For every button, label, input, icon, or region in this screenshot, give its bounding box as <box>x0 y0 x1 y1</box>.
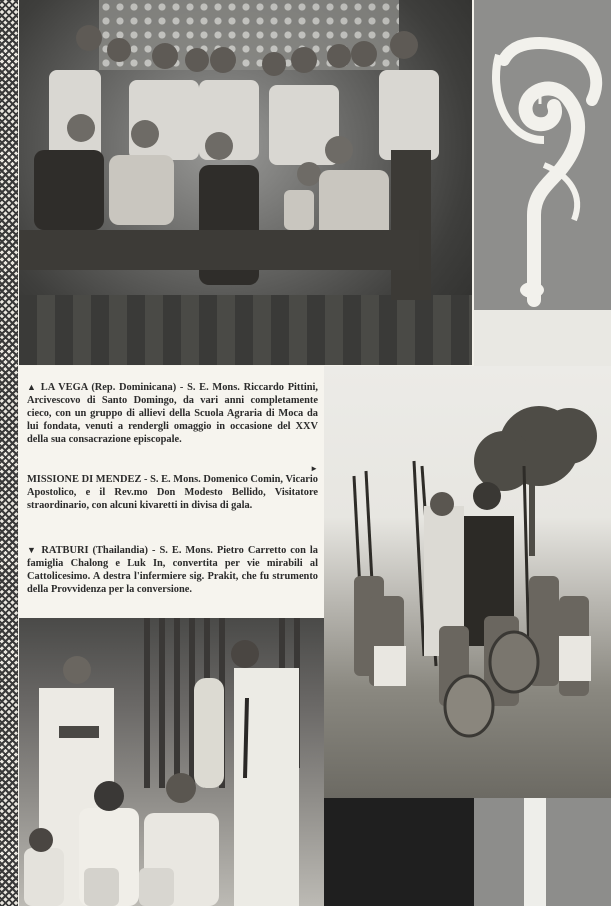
gray-swatch-left <box>474 798 524 906</box>
arrow-up-icon: ▲ <box>27 382 38 392</box>
caption-place: RATBURI (Thailandia) <box>41 545 148 556</box>
arrow-right-icon: ► <box>310 464 318 473</box>
caption-text: - S. E. Mons. Riccardo Pittini, Arcivescovo di Santo Domingo, da vari anni completamente cieco, con un gruppo di allievi della Scuola Agraria di Moca da lui fondata, venuti a rendergli omaggio in occasione del XXV della sua consacrazione episcopale. <box>27 382 318 446</box>
caption-place: LA VEGA (Rep. Dominicana) <box>40 382 177 393</box>
light-swatch <box>524 798 546 906</box>
caption-block <box>19 366 324 618</box>
caption-ratburi <box>27 544 318 596</box>
top-group-photo <box>19 0 472 365</box>
caption-la-vega <box>27 381 318 446</box>
arrow-down-icon: ▼ <box>27 545 38 555</box>
group-figures <box>19 0 472 365</box>
caption-text: - S. E. Mons. Domenico Comin, Vicario Apostolico, e il Rev.mo Don Modesto Bellido, Visitatore straordinario, con alcuni kivaretti in divisa di gala. <box>27 474 318 512</box>
right-warriors-photo <box>324 366 611 798</box>
gray-swatch-right <box>546 798 611 906</box>
dark-swatch <box>324 798 474 906</box>
light-panel-top-right <box>474 310 611 366</box>
caption-place: MISSIONE DI MENDEZ <box>27 474 142 485</box>
warriors-scene <box>324 366 611 798</box>
caption-text: - S. E. Mons. Pietro Carretto con la famiglia Chalong e Luk In, convertita per vie mirabili al Cattolicesimo. A destra l'infermiere sig. Prakit, che fu strumento della Provvidenza per la conversione. <box>27 545 318 596</box>
page-border-pattern <box>0 0 18 906</box>
caption-mendez <box>27 464 318 512</box>
bottom-family-photo <box>19 618 324 906</box>
family-scene <box>19 618 324 906</box>
bishop-crozier-icon <box>474 0 611 310</box>
crozier-panel <box>474 0 611 310</box>
